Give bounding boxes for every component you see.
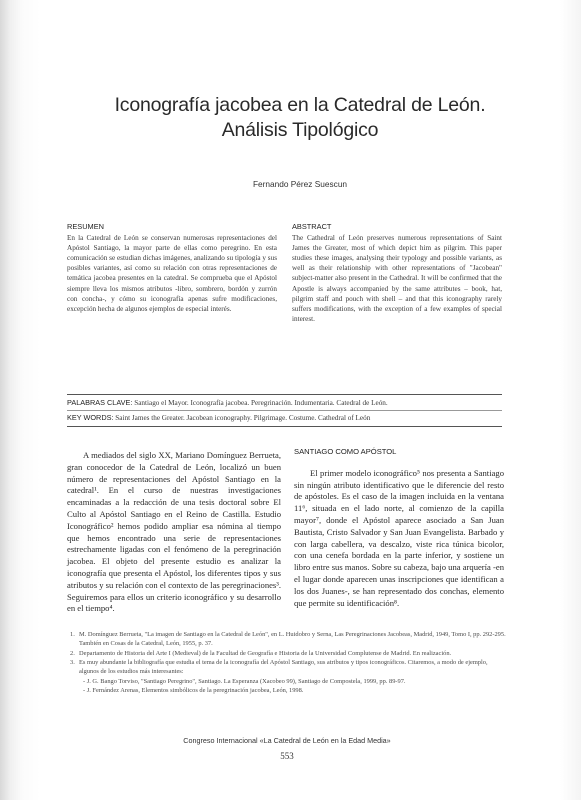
section-heading: SANTIAGO COMO APÓSTOL <box>294 447 397 456</box>
body-column-right <box>294 446 504 609</box>
congress-footer: Congreso Internacional «La Catedral de León en la Edad Media» <box>183 736 391 745</box>
palabras-clave-label: PALABRAS CLAVE: <box>67 398 133 407</box>
key-words-text: Saint James the Greater. Jacobean iconography. Pilgrimage. Costume. Cathedral of León <box>115 414 371 422</box>
title-line-1: Iconografía jacobea en la Catedral de León. <box>114 94 486 116</box>
footnote-text: Es muy abundante la bibliografía que estudia el tema de la iconografía del Apóstol Santiago, sus atributos y tipos iconográficos. Citaremos, a modo de ejemplo, algunos de los estudios más interesantes: <box>79 659 488 676</box>
intro-paragraph: A mediados del siglo XX, Mariano Domínguez Berrueta, gran conocedor de la Catedral de León, localizó un buen número de representaciones del Apóstol Santiago en la catedral¹. En el curso de nuestras investigaciones encaminadas a la redacción de una tesis doctoral sobre El Culto al Apóstol Santiago en el Reino de Castilla. Estudio Iconográfico² hemos podido ampliar esa nómina al tiempo que hemos encontrado una serie de representaciones estrechamente ligadas con el fenómeno de la peregrinación jacobea. El objeto del presente estudio es analizar la iconografía que presenta el Apóstol, los diferentes tipos y sus atributos y su relación con el contexto de las peregrinaciones³. Seguiremos para ellos un criterio iconográfico y su desarrollo en el tiempo⁴. <box>67 450 282 614</box>
author-name: Fernando Pérez Suescun <box>252 179 348 189</box>
page-number: 553 <box>280 751 294 761</box>
section-paragraph: El primer modelo iconográfico⁵ nos presenta a Santiago sin ningún atributo identificativo que le diferencie del resto de apóstoles. Es el caso de la imagen incluida en la ventana 11⁶, situada en el lado norte, al comienzo de la capilla mayor⁷, donde el Apóstol aparece asociado a San Juan Bautista, Cristo Salvador y San Juan Evangelista. Barbado y con larga cabellera, va descalzo, viste rica túnica bicolor, con una cenefa bordada en la parte inferior, y sostiene un libro entre sus manos. Sobre su cabeza, bajo una arquería -en el lugar donde aparecen unas inscripciones que identifican a los dos Juanes-, se han representado dos conchas, elemento que permite su identificación⁸. <box>294 467 504 608</box>
footnote-reference: - J. G. Bango Torviso, "Santiago Peregrino", Santiago. La Esperanza (Xacobeo 99), Santiago de Compostela, 1999, pp. 89-97. <box>83 677 406 685</box>
keywords-rule-mid <box>67 410 502 411</box>
keywords-rule-bottom <box>67 426 502 427</box>
footnote-number: 2. <box>70 649 75 657</box>
palabras-clave <box>67 398 507 408</box>
footnote-number: 3. <box>70 659 75 667</box>
footnotes <box>67 630 507 695</box>
palabras-clave-text: Santiago el Mayor. Iconografía jacobea. Peregrinación. Indumentaria. Catedral de León. <box>134 399 388 407</box>
key-words <box>67 413 507 423</box>
abstract-section <box>292 222 502 324</box>
body-column-left <box>67 450 281 615</box>
title-line-2: Análisis Tipológico <box>221 119 379 141</box>
keywords-rule-top <box>67 394 502 395</box>
key-words-label: KEY WORDS: <box>67 413 114 422</box>
footnote-text: Departamento de Historia del Arte I (Medieval) de la Facultad de Geografía e Historia de la Universidad Complutense de Madrid. En realización. <box>79 649 452 657</box>
footnote <box>67 649 507 658</box>
footnote-reference: - J. Fernández Arenas, Elementos simbólicos de la peregrinación jacobea, León, 1998. <box>83 687 304 695</box>
resumen-text: En la Catedral de León se conservan numerosas representaciones del Apóstol Santiago, la mayor parte de ellas como peregrino. En esta comunicación se estudian dichas imágenes, analizando su tipología y sus posibles variantes, así como su relación con otras representaciones de temática jacobea presentes en la catedral. Se comprueba que el Apóstol siempre lleva los mismos atributos -libro, sombrero, bordón y zurrón con concha-, y cómo su iconografía apenas sufre modificaciones, excepción hecha de algunos ejemplos de especial interés. <box>67 234 277 313</box>
resumen-section <box>67 222 277 314</box>
footnote <box>67 658 507 676</box>
footnote-text: M. Domínguez Berrueta, "La imagen de Santiago en la Catedral de León", en L. Huidobro y Serna, Las Peregrinaciones Jacobeas, Madrid, 1949, Tomo I, pp. 292-295. También en Cosas de la Catedral, León, 1955, p. 37. <box>79 631 506 648</box>
abstract-heading: ABSTRACT <box>292 222 332 231</box>
footnote <box>67 630 507 648</box>
footnote-number: 1. <box>70 631 75 638</box>
abstract-text: The Cathedral of León preserves numerous representations of Saint James the Greater, most of which depict him as pilgrim. This paper studies these images, analysing their typology and possible variants, as well as their relationship with other representations of "Jacobean" subject-matter also present in the Cathedral. It will be confirmed that the Apostle is always accompanied by the same attributes – book, hat, pilgrim staff and pouch with shell – and that this iconography rarely suffers modifications, with the exception of a few examples of special interest. <box>292 234 502 323</box>
resumen-heading: RESUMEN <box>67 222 104 231</box>
paper-title <box>70 93 530 143</box>
